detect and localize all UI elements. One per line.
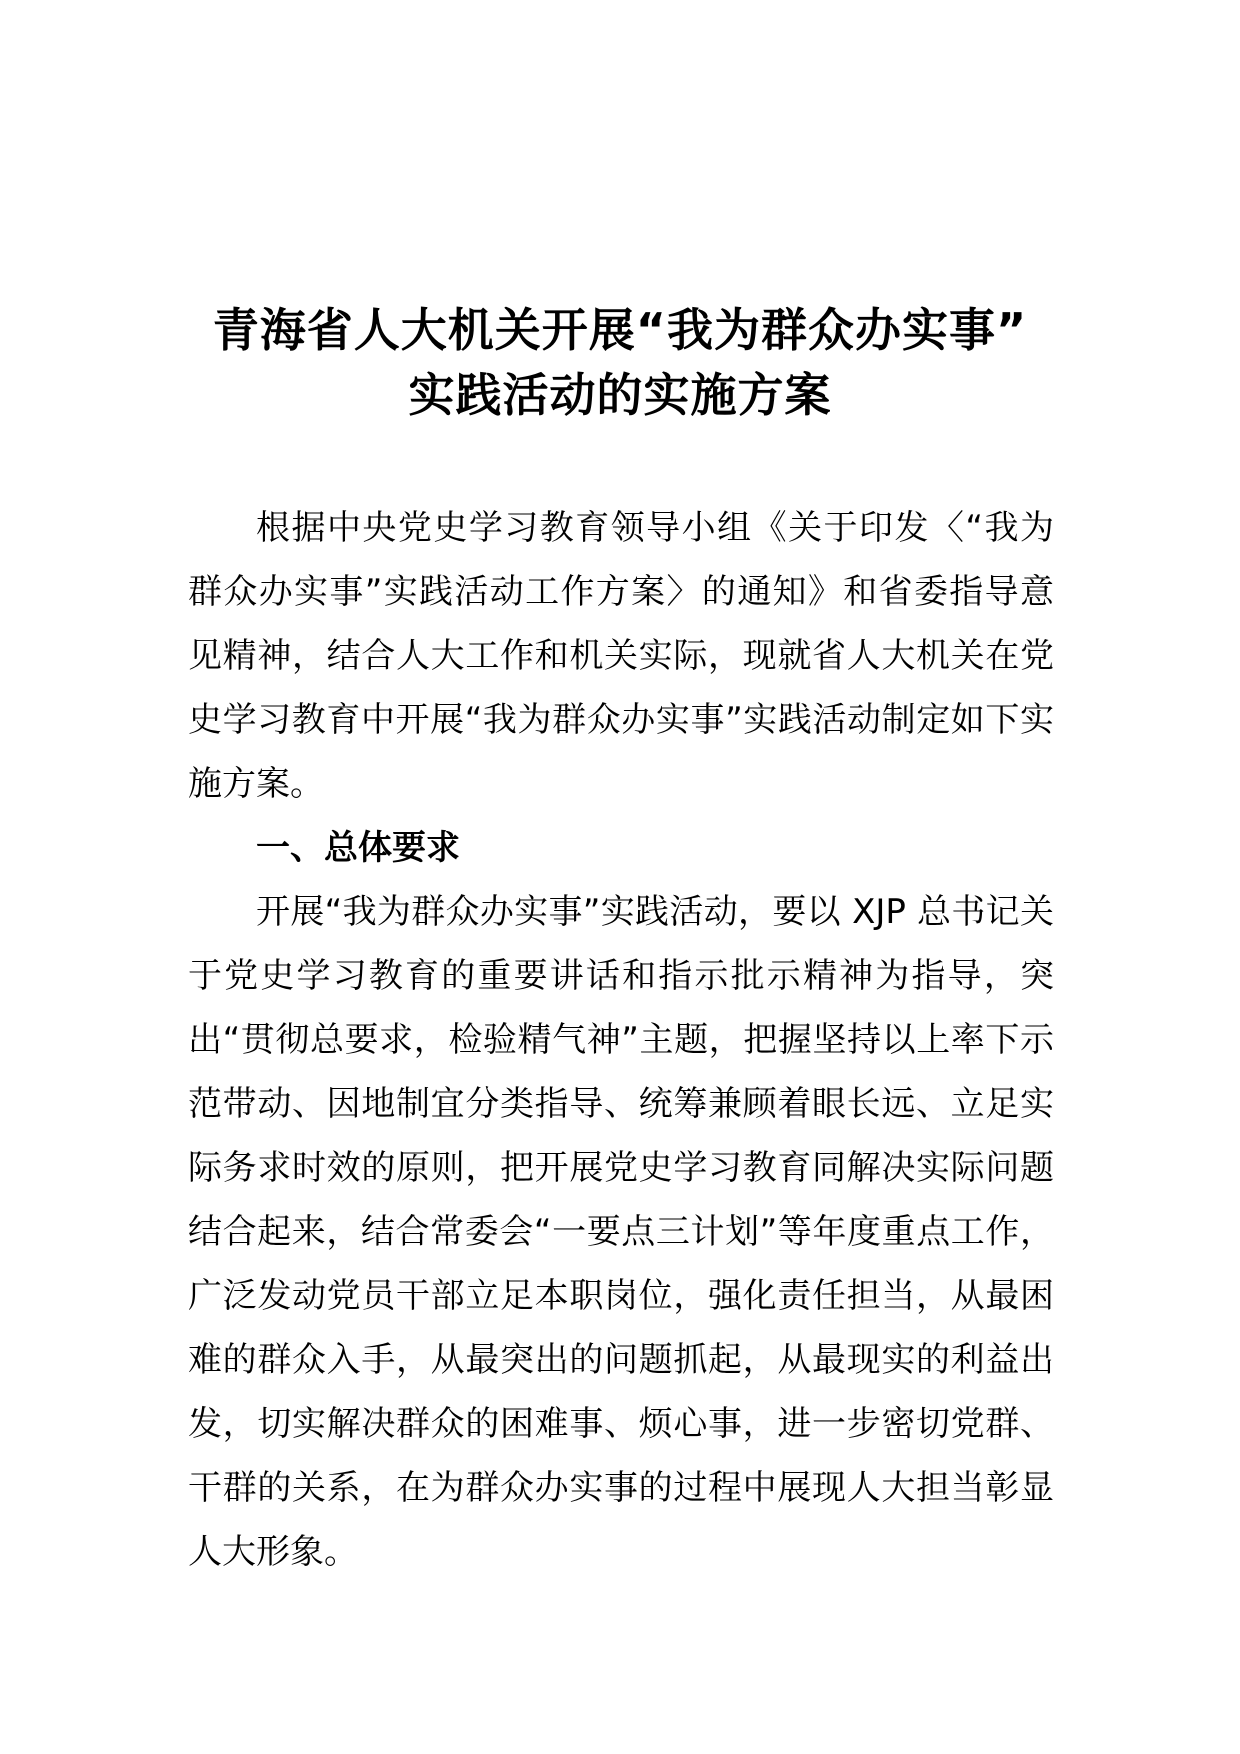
section-heading-general-requirements: 一、总体要求 xyxy=(256,828,460,868)
document-title-line-1: 青海省人大机关开展“我为群众办实事” xyxy=(212,303,1028,357)
general-requirements-paragraph: 开展“我为群众办实事”实践活动，要以 XJP 总书记关于党史学习教育的重要讲话和指示批示精神为指导，突出“贯彻总要求，检验精气神”主题，把握坚持以上率下示范带动、因地制宜分类指导、统筹兼顾着眼长远、立足实际务求时效的原则，把开展党史学习教育同解决实际问题结合起来，结合常委会“一要点三计划”等年度重点工作，广泛发动党员干部立足本职岗位，强化责任担当，从最困难的群众入手，从最突出的问题抓起，从最现实的利益出发，切实解决群众的困难事、烦心事，进一步密切党群、干群的关系，在为群众办实事的过程中展现人大担当彰显人大形象。 xyxy=(188,892,1054,1572)
document-title-line-2: 实践活动的实施方案 xyxy=(408,368,832,422)
intro-paragraph: 根据中央党史学习教育领导小组《关于印发〈“我为群众办实事”实践活动工作方案〉的通知》和省委指导意见精神，结合人大工作和机关实际，现就省人大机关在党史学习教育中开展“我为群众办实事”实践活动制定如下实施方案。 xyxy=(188,508,1054,804)
